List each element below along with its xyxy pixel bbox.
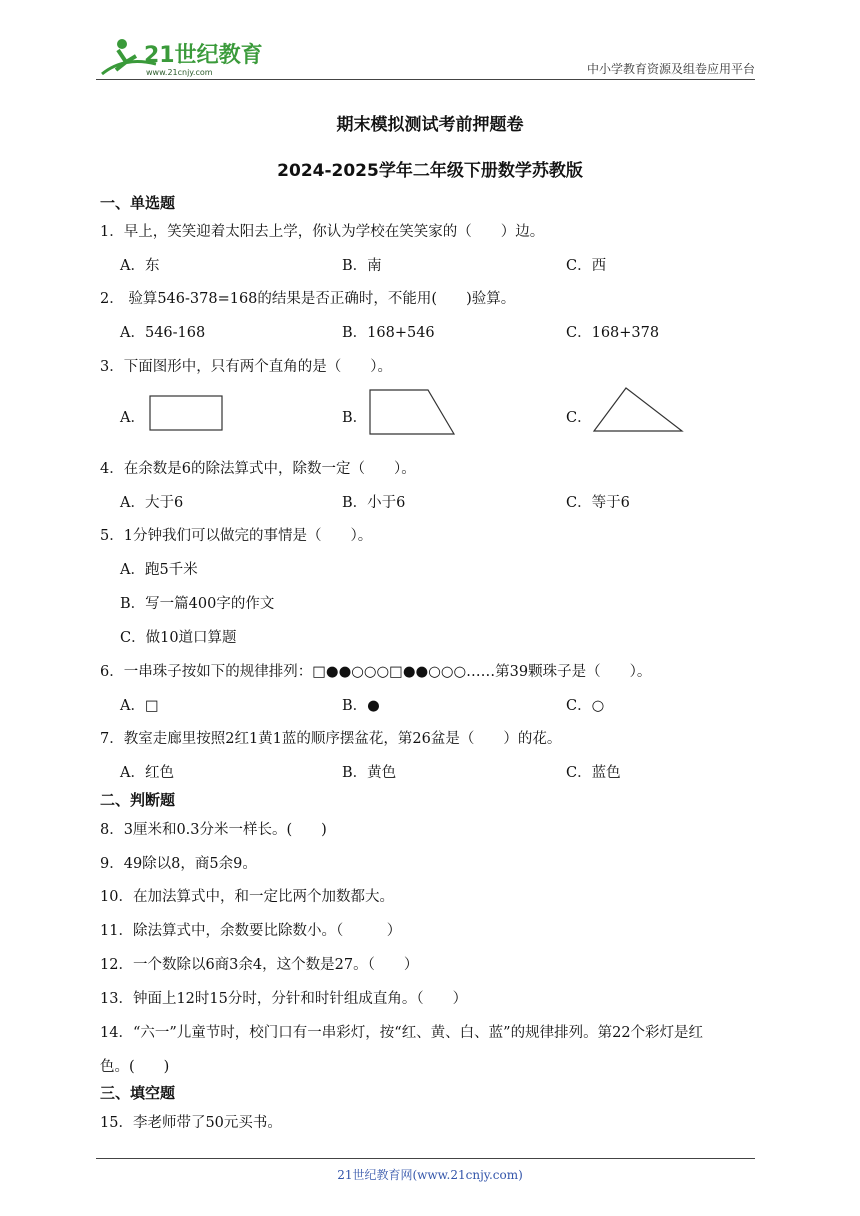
option-a: A．红色 <box>120 765 174 781</box>
option-a: A．东 <box>120 258 160 274</box>
question-14: 14．“六一”儿童节时，校门口有一串彩灯，按“红、黄、白、蓝”的规律排列。第22个彩灯是红 <box>100 1025 704 1041</box>
option-b: B．黄色 <box>342 765 397 781</box>
question-8: 8．3厘米和0.3分米一样长。( ) <box>100 822 327 838</box>
option-c: C．蓝色 <box>566 765 621 781</box>
footer-divider <box>96 1158 755 1159</box>
option-b: B．小于6 <box>342 495 406 511</box>
option-c: C．等于6 <box>566 495 630 511</box>
option-a: A．□ <box>120 698 159 714</box>
question-1: 1．早上，笑笑迎着太阳去上学，你认为学校在笑笑家的（ ）边。 <box>100 224 545 240</box>
option-c: C．做10道口算题 <box>120 630 237 646</box>
option-a: A．大于6 <box>120 495 184 511</box>
section-heading: 二、判断题 <box>100 791 176 809</box>
option-c: C．西 <box>566 258 607 274</box>
page-subtitle: 2024-2025学年二年级下册数学苏教版 <box>277 161 583 181</box>
question-7: 7．教室走廊里按照2红1黄1蓝的顺序摆盆花，第26盆是（ ）的花。 <box>100 731 562 747</box>
section-heading: 一、单选题 <box>100 194 176 212</box>
option-b: B．168+546 <box>342 325 435 341</box>
question-15: 15．李老师带了50元买书。 <box>100 1115 282 1131</box>
question-2: 2． 验算546-378=168的结果是否正确时，不能用( )验算。 <box>100 291 516 307</box>
option-b: B．写一篇400字的作文 <box>120 596 275 612</box>
footer-link[interactable]: 21世纪教育网(www.21cnjy.com) <box>337 1168 523 1182</box>
option-b: B． <box>342 410 368 426</box>
option-a: A．跑5千米 <box>120 562 198 578</box>
page-title: 期末模拟测试考前押题卷 <box>336 115 524 135</box>
question-12: 12．一个数除以6商3余4，这个数是27。（ ） <box>100 957 419 973</box>
option-b: B．● <box>342 698 380 714</box>
option-c: C．168+378 <box>566 325 660 341</box>
triangle-figure <box>590 386 686 436</box>
question-5: 5．1分钟我们可以做完的事情是（ ）。 <box>100 528 373 544</box>
option-c: C． <box>566 410 592 426</box>
section-heading: 三、填空题 <box>100 1084 176 1102</box>
option-a: A．546-168 <box>120 325 206 341</box>
logo-21cnjy <box>96 34 266 80</box>
question-10: 10．在加法算式中，和一定比两个加数都大。 <box>100 889 394 905</box>
question-3: 3．下面图形中，只有两个直角的是（ ）。 <box>100 359 392 375</box>
question-9: 9．49除以8，商5余9。 <box>100 856 257 872</box>
option-a: A． <box>120 410 145 426</box>
logo-url-text: www.21cnjy.com <box>146 68 213 77</box>
logo-text: 21世纪教育 <box>144 43 263 68</box>
rectangle-figure <box>148 394 226 434</box>
question-14-continued: 色。( ) <box>100 1059 170 1075</box>
header-divider <box>96 79 755 80</box>
question-4: 4．在余数是6的除法算式中，除数一定（ ）。 <box>100 461 416 477</box>
question-11: 11．除法算式中，余数要比除数小。（ ） <box>100 923 402 939</box>
option-b: B．南 <box>342 258 382 274</box>
question-6: 6．一串珠子按如下的规律排列：□●●○○○□●●○○○……第39颗珠子是（ ）。 <box>100 664 652 680</box>
question-13: 13．钟面上12时15分时，分针和时针组成直角。（ ） <box>100 991 468 1007</box>
option-c: C．○ <box>566 698 605 714</box>
trapezoid-figure <box>368 388 458 438</box>
header-platform-text: 中小学教育资源及组卷应用平台 <box>586 62 755 76</box>
